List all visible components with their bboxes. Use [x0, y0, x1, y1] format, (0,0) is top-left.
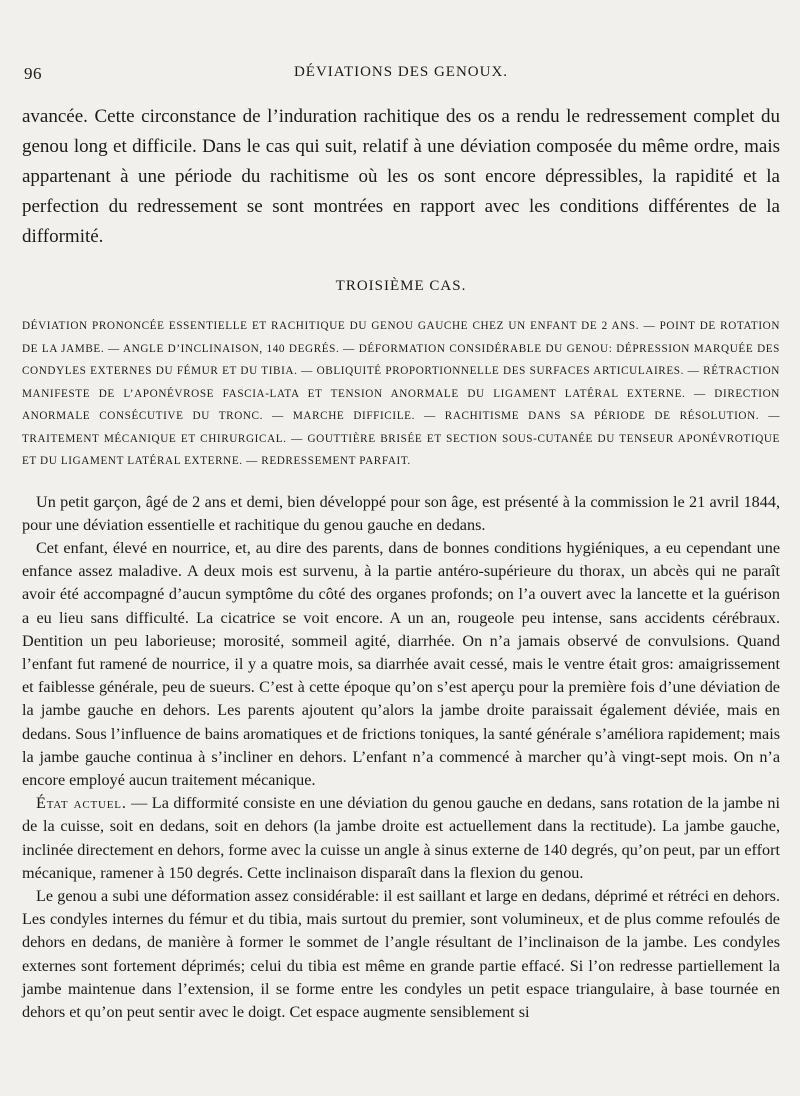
- case-title: TROISIÈME CAS.: [335, 278, 467, 294]
- etat-actuel-text: — La difformité consiste en une déviation du genou gauche en dedans, sans rotation de la jambe ni de la cuisse, soit en dedans, soit en dehors (la jambe droite est actuellement dans la rectitude). La jambe gauche, inclinée directement en dehors, forme avec la cuisse un angle à sinus externe de 140 degrés, qu’on peut, par un effort mécanique, ramener à 150 degrés. Cette inclinaison disparaît dans la flexion du genou.: [22, 794, 780, 882]
- case-body: [22, 491, 780, 1025]
- running-head: DÉVIATIONS DES GENOUX.: [293, 64, 509, 80]
- intro-paragraph: avancée. Cette circonstance de l’induration rachitique des os a rendu le redressement complet du genou long et difficile. Dans le cas qui suit, relatif à une déviation composée du même ordre, mais appartenant à une période du rachitisme où les os sont encore dépressibles, la rapidité et la perfection du redressement se sont montrées en rapport avec les conditions différentes de la difformité.: [22, 106, 780, 247]
- paragraph: Cet enfant, élevé en nourrice, et, au dire des parents, dans de bonnes conditions hygiéniques, a eu cependant une enfance assez maladive. A deux mois est survenu, à la partie antéro-supérieure du thorax, un abcès qui ne paraît avoir été accompagné d’aucun symptôme du côté des organes profonds; on l’a ouvert avec la lancette et la guérison a eu lieu sans difficulté. La cicatrice se voit encore. A un an, rougeole peu intense, sans accidents cérébraux. Dentition un peu laborieuse; morosité, sommeil agité, diarrhée. On n’a jamais observé de convulsions. Quand l’enfant fut ramené de nourrice, il y a quatre mois, sa diarrhée avait cessé, mais le ventre était gros: amaigrissement et faiblesse générale, peu de sueurs. C’est à cette époque qu’on s’est aperçu pour la première fois d’une déviation de la jambe gauche en dehors. Les parents ajoutent qu’alors la jambe droite paraissait également déviée, mais en dedans. Sous l’influence de bains aromatiques et de frictions toniques, la santé générale s’améliora rapidement; mais la jambe gauche continua à s’incliner en dehors. L’enfant n’a commencé à marcher qu’à vingt-sept mois. On n’a encore employé aucun traitement mécanique.: [22, 538, 780, 789]
- paragraph: Le genou a subi une déformation assez considérable: il est saillant et large en dedans, déprimé et rétréci en dehors. Les condyles internes du fémur et du tibia, mais surtout du premier, sont volumineux, et de plus comme refoulés de dehors en dedans, de manière à former le sommet de l’angle résultant de l’inclinaison de la jambe. Les condyles externes sont fortement déprimés; celui du tibia est même en grande partie effacé. Si l’on redresse partiellement la jambe maintenue dans l’extension, il se forme entre les condyles un petit espace triangulaire, à base tournée en dehors et qu’on peut sentir avec le doigt. Cet espace augmente sensiblement si: [22, 886, 780, 1021]
- etat-actuel-label: État actuel.: [36, 794, 127, 813]
- case-summary: DÉVIATION PRONONCÉE ESSENTIELLE ET RACHITIQUE DU GENOU GAUCHE CHEZ UN ENFANT DE 2 ANS. — POINT DE ROTATION DE LA JAMBE. — ANGLE D’INCLINAISON, 140 DEGRÉS. — DÉFORMATION CONSIDÉRABLE DU GENOU: DÉPRESSION MARQUÉE DES CONDYLES EXTERNES DU FÉMUR ET DU TIBIA. — OBLIQUITÉ PROPORTIONNELLE DES SURFACES ARTICULAIRES. — RÉTRACTION MANIFESTE DE L’APONÉVROSE FASCIA-LATA ET TENSION ANORMALE DU LIGAMENT LATÉRAL EXTERNE. — DIRECTION ANORMALE CONSÉCUTIVE DU TRONC. — MARCHE DIFFICILE. — RACHITISME DANS SA PÉRIODE DE RÉSOLUTION. — TRAITEMENT MÉCANIQUE ET CHIRURGICAL. — GOUTTIÈRE BRISÉE ET SECTION SOUS-CUTANÉE DU TENSEUR APONÉVROTIQUE ET DU LIGAMENT LATÉRAL EXTERNE. — REDRESSEMENT PARFAIT.: [22, 320, 780, 467]
- page-header: [22, 56, 780, 86]
- paragraph: Un petit garçon, âgé de 2 ans et demi, bien développé pour son âge, est présenté à la commission le 21 avril 1844, pour une déviation essentielle et rachitique du genou gauche en dedans.: [22, 492, 780, 534]
- page-number: 96: [24, 64, 42, 83]
- paragraph-etat-actuel: [22, 792, 780, 885]
- page: [22, 56, 780, 1024]
